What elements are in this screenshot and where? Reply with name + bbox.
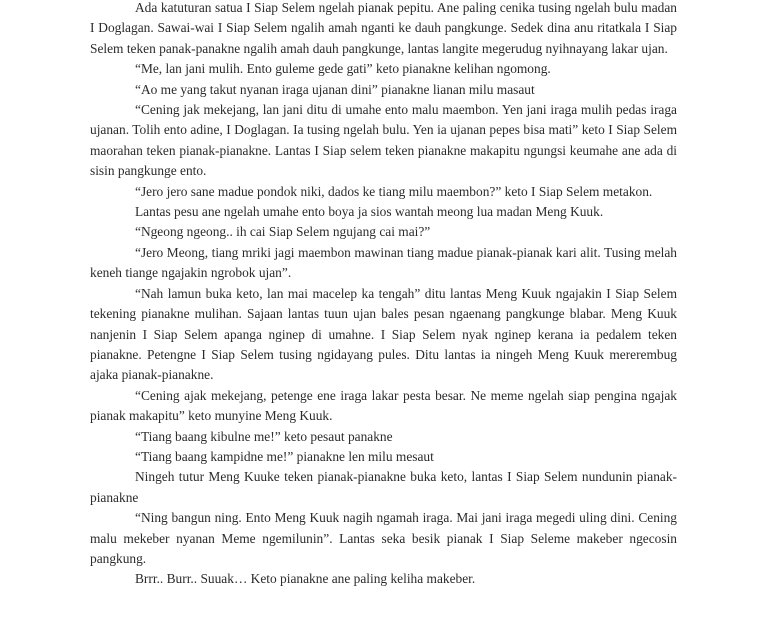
- paragraph-6: Lantas pesu ane ngelah umahe ento boya ja sios wantah meong lua madan Meng Kuuk.: [135, 204, 604, 220]
- paragraph-3: “Ao me yang takut nyanan iraga ujanan dini” pianakne lianan milu masaut: [135, 81, 535, 97]
- paragraph-10: “Cening ajak mekejang, petenge ene iraga lakar pesta besar. Ne meme ngelah siap pengina ngajak pianak makapitu” keto munyine Meng Kuuk.: [90, 387, 677, 424]
- paragraph-13: Ningeh tutur Meng Kuuke teken pianak-pianakne buka keto, lantas I Siap Selem nundunin pianak-pianakne: [90, 469, 677, 505]
- document-page: [90, 0, 677, 590]
- paragraph-9: “Nah lamun buka keto, lan mai macelep ka tengah” ditu lantas Meng Kuuk ngajakin I Siap Selem tekening pianakne mulihan. Sajaan lantas tuun ujan bales pesan ngaenang pangkunge blabar. Meng Kuuk nanjenin I Siap Selem apanga nginep di umahne. I Siap Selem nyak nginep kerana ia pedalem teken pianakne. Petengne I Siap Selem tusing ngidayang pules. Ditu lantas ia ningeh Meng Kuuk mererembug ajaka pianak-pianakne.: [90, 285, 677, 383]
- paragraph-7: “Ngeong ngeong.. ih cai Siap Selem ngujang cai mai?”: [135, 224, 431, 240]
- paragraph-2: “Me, lan jani mulih. Ento guleme gede gati” keto pianakne kelihan ngomong.: [135, 61, 551, 77]
- paragraph-11: “Tiang baang kibulne me!” keto pesaut panakne: [135, 428, 393, 444]
- paragraph-1: Ada katuturan satua I Siap Selem ngelah pianak pepitu. Ane paling cenika tusing ngelah bulu madan I Doglagan. Sawai-wai I Siap Selem ngalih amah nganti ke dauh pangkunge. Sedek dina anu ritatkala I Siap Selem teken panak-panakne ngalih amah dauh pangkunge, lantas langite megerudug nyihnayang lakar ujan.: [90, 0, 677, 56]
- paragraph-8: “Jero Meong, tiang mriki jagi maembon mawinan tiang madue pianak-pianak kari alit. Tusing melah keneh tiange ngajakin ngrobok ujan”.: [90, 244, 677, 281]
- paragraph-15: Brrr.. Burr.. Suuak… Keto pianakne ane paling keliha makeber.: [135, 571, 476, 587]
- paragraph-14: “Ning bangun ning. Ento Meng Kuuk nagih ngamah iraga. Mai jani iraga megedi uling dini. Cening malu mekeber nyanan Meme ngemilunin”. Lantas seka besik pianak I Siap Seleme makeber ngecosin pangkung.: [90, 510, 677, 566]
- paragraph-4: “Cening jak mekejang, lan jani ditu di umahe ento malu maembon. Yen jani iraga mulih pedas iraga ujanan. Tolih ento adine, I Doglagan. Ia tusing ngelah bulu. Yen ia ujanan pepes bisa mati” keto I Siap Selem maorahan teken pianak-pianakne. Lantas I Siap selem teken pianakne makapitu ngungsi keumahe ane ada di sisin pangkunge ento.: [90, 102, 677, 179]
- paragraph-5: “Jero jero sane madue pondok niki, dados ke tiang milu maembon?” keto I Siap Selem metakon.: [135, 183, 653, 199]
- paragraph-12: “Tiang baang kampidne me!” pianakne len milu mesaut: [135, 448, 434, 464]
